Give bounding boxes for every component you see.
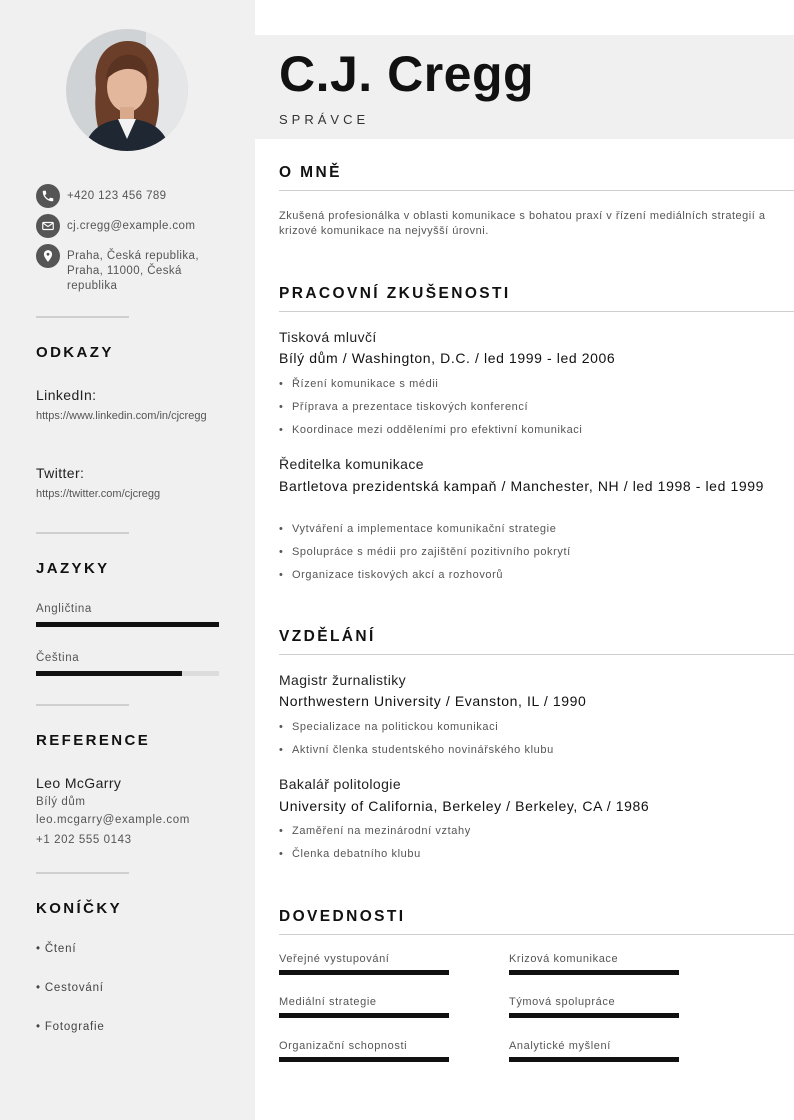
reference-email[interactable]: leo.mcgarry@example.com	[36, 814, 190, 826]
degree-title: Bakalář politologie	[279, 776, 402, 792]
person-role: SPRÁVCE	[279, 112, 370, 127]
section-rule	[279, 654, 794, 655]
sidebar-divider	[36, 316, 129, 318]
experience-heading: PRACOVNÍ ZKUŠENOSTI	[279, 285, 511, 302]
phone-icon	[36, 184, 60, 208]
degree-meta: Northwestern University / Evanston, IL / 1990	[279, 693, 587, 709]
reference-organization: Bílý dům	[36, 796, 86, 808]
hobby-label: Cestování	[44, 982, 104, 994]
links-heading: ODKAZY	[36, 344, 114, 361]
person-name: C.J. Cregg	[279, 46, 535, 102]
language-level-bar	[36, 671, 219, 676]
hobby-item: • Fotografie	[36, 1021, 105, 1033]
language-name: Angličtina	[36, 603, 92, 615]
skill-item	[509, 1040, 679, 1062]
linkedin-label: LinkedIn:	[36, 387, 97, 403]
language-name: Čeština	[36, 652, 80, 664]
skill-name: Veřejné vystupování	[279, 953, 390, 965]
twitter-link[interactable]: https://twitter.com/cjcregg	[36, 488, 161, 500]
list-item: • Koordinace mezi odděleními pro efektivní komunikaci	[279, 423, 779, 446]
about-heading: O MNĚ	[279, 164, 342, 181]
skill-level-fill	[509, 970, 679, 975]
job-meta: Bartletova prezidentská kampaň / Manchester, NH / led 1998 - led 1999	[279, 478, 764, 494]
skill-name: Týmová spolupráce	[509, 996, 616, 1008]
skill-name: Analytické myšlení	[509, 1040, 611, 1052]
skill-level-bar	[509, 970, 679, 975]
skill-level-bar	[279, 1057, 449, 1062]
skill-level-fill	[509, 1013, 679, 1018]
hobby-label: Čtení	[44, 943, 77, 955]
hobby-label: Fotografie	[44, 1021, 105, 1033]
skill-item	[279, 1040, 449, 1062]
list-item: • Členka debatního klubu	[279, 847, 779, 870]
degree-bullets	[279, 824, 779, 870]
language-level-fill	[36, 671, 182, 676]
job-title: Ředitelka komunikace	[279, 456, 424, 472]
job-title: Tisková mluvčí	[279, 329, 377, 345]
skill-level-fill	[279, 1057, 449, 1062]
skill-item	[279, 996, 449, 1018]
reference-heading: REFERENCE	[36, 732, 151, 749]
profile-photo	[66, 29, 188, 151]
sidebar-divider	[36, 704, 129, 706]
location-pin-icon	[36, 244, 60, 268]
hobbies-heading: KONÍČKY	[36, 900, 122, 917]
skill-level-fill	[279, 1013, 449, 1018]
list-item: • Vytváření a implementace komunikační strategie	[279, 522, 779, 545]
language-level-bar	[36, 622, 219, 627]
list-item: • Aktivní členka studentského novinářského klubu	[279, 743, 779, 766]
job-meta: Bílý dům / Washington, D.C. / led 1999 - led 2006	[279, 350, 616, 366]
education-heading: VZDĚLÁNÍ	[279, 628, 376, 645]
skill-name: Mediální strategie	[279, 996, 377, 1008]
skill-item	[279, 953, 449, 975]
job-bullets	[279, 522, 779, 591]
list-item: • Spolupráce s médii pro zajištění pozitivního pokrytí	[279, 545, 779, 568]
about-text: Zkušená profesionálka v oblasti komunikace s bohatou praxí v řízení mediálních strategií a krizové komunikace na nejvyšší úrovni.	[279, 210, 766, 237]
reference-name: Leo McGarry	[36, 775, 122, 791]
address-text: Praha, Česká republika, Praha, 11000, Česká republika	[67, 250, 199, 292]
skill-level-bar	[509, 1057, 679, 1062]
skill-level-fill	[509, 1057, 679, 1062]
section-rule	[279, 190, 794, 191]
reference-phone: +1 202 555 0143	[36, 834, 132, 846]
hobby-item: • Cestování	[36, 982, 104, 994]
job-bullets	[279, 377, 779, 446]
skill-name: Krizová komunikace	[509, 953, 619, 965]
degree-bullets	[279, 720, 779, 766]
list-item: • Organizace tiskových akcí a rozhovorů	[279, 568, 779, 591]
list-item: • Specializace na politickou komunikaci	[279, 720, 779, 743]
phone-text: +420 123 456 789	[67, 190, 167, 202]
languages-heading: JAZYKY	[36, 560, 110, 577]
list-item: • Řízení komunikace s médii	[279, 377, 779, 400]
degree-title: Magistr žurnalistiky	[279, 672, 407, 688]
sidebar-divider	[36, 872, 129, 874]
language-level-fill	[36, 622, 219, 627]
skill-level-bar	[279, 1013, 449, 1018]
list-item: • Příprava a prezentace tiskových konferencí	[279, 400, 779, 423]
skill-level-fill	[279, 970, 449, 975]
degree-meta: University of California, Berkeley / Berkeley, CA / 1986	[279, 798, 650, 814]
envelope-icon	[36, 214, 60, 238]
skill-item	[509, 996, 679, 1018]
sidebar-divider	[36, 532, 129, 534]
skill-name: Organizační schopnosti	[279, 1040, 408, 1052]
twitter-label: Twitter:	[36, 465, 85, 481]
hobby-item: • Čtení	[36, 943, 77, 955]
linkedin-link[interactable]: https://www.linkedin.com/in/cjcregg	[36, 410, 207, 422]
skill-level-bar	[279, 970, 449, 975]
contact-address	[36, 244, 207, 294]
email-text[interactable]: cj.cregg@example.com	[67, 220, 196, 232]
section-rule	[279, 311, 794, 312]
skill-item	[509, 953, 679, 975]
contact-phone	[36, 184, 207, 208]
list-item: • Zaměření na mezinárodní vztahy	[279, 824, 779, 847]
skills-heading: DOVEDNOSTI	[279, 908, 406, 925]
section-rule	[279, 934, 794, 935]
contact-email	[36, 214, 207, 238]
skill-level-bar	[509, 1013, 679, 1018]
